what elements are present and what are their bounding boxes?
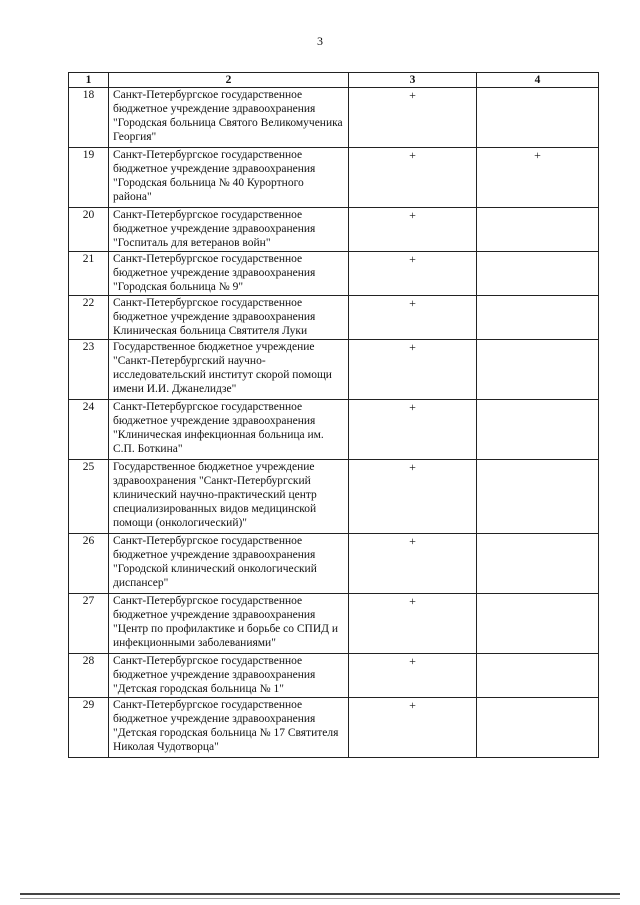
- column-3-mark: +: [349, 148, 477, 208]
- column-header-2: 2: [109, 73, 349, 88]
- column-3-mark: +: [349, 88, 477, 148]
- row-number: 26: [69, 534, 109, 594]
- facility-name: Санкт-Петербургское государственное бюджетное учреждение здравоохранения "Городская больница № 40 Курортного района": [109, 148, 349, 208]
- row-number: 27: [69, 594, 109, 654]
- facility-name: Санкт-Петербургское государственное бюджетное учреждение здравоохранения "Детская городская больница № 17 Святителя Николая Чудотворца": [109, 698, 349, 758]
- row-number: 22: [69, 296, 109, 340]
- row-number: 24: [69, 400, 109, 460]
- column-3-mark: +: [349, 208, 477, 252]
- column-4-mark: [477, 340, 599, 400]
- table-row: [69, 296, 599, 340]
- column-4-mark: [477, 594, 599, 654]
- column-header-3: 3: [349, 73, 477, 88]
- table-row: [69, 534, 599, 594]
- table-row: [69, 698, 599, 758]
- table-row: [69, 148, 599, 208]
- row-number: 29: [69, 698, 109, 758]
- table-row: [69, 208, 599, 252]
- column-4-mark: [477, 654, 599, 698]
- facility-name: Санкт-Петербургское государственное бюджетное учреждение здравоохранения "Госпиталь для ветеранов войн": [109, 208, 349, 252]
- column-4-mark: [477, 698, 599, 758]
- column-4-mark: [477, 400, 599, 460]
- column-header-4: 4: [477, 73, 599, 88]
- column-4-mark: [477, 460, 599, 534]
- facility-name: Санкт-Петербургское государственное бюджетное учреждение здравоохранения Клиническая больница Святителя Луки: [109, 296, 349, 340]
- column-3-mark: +: [349, 594, 477, 654]
- column-4-mark: [477, 534, 599, 594]
- row-number: 19: [69, 148, 109, 208]
- column-3-mark: +: [349, 460, 477, 534]
- column-3-mark: +: [349, 296, 477, 340]
- column-3-mark: +: [349, 340, 477, 400]
- facilities-table: [68, 72, 599, 758]
- facility-name: Санкт-Петербургское государственное бюджетное учреждение здравоохранения "Центр по профилактике и борьбе со СПИД и инфекционными заболеваниями": [109, 594, 349, 654]
- table-row: [69, 340, 599, 400]
- row-number: 28: [69, 654, 109, 698]
- footer-rule-thin: [20, 898, 620, 899]
- row-number: 21: [69, 252, 109, 296]
- row-number: 20: [69, 208, 109, 252]
- facility-name: Санкт-Петербургское государственное бюджетное учреждение здравоохранения "Городская больница Святого Великомученика Георгия": [109, 88, 349, 148]
- row-number: 18: [69, 88, 109, 148]
- table-row: [69, 400, 599, 460]
- table-row: [69, 594, 599, 654]
- row-number: 23: [69, 340, 109, 400]
- facility-name: Государственное бюджетное учреждение здравоохранения "Санкт-Петербургский клинический научно-практический центр специализированных видов медицинской помощи (онкологический)": [109, 460, 349, 534]
- table-row: [69, 88, 599, 148]
- facility-name: Государственное бюджетное учреждение "Санкт-Петербургский научно-исследовательский институт скорой помощи имени И.И. Джанелидзе": [109, 340, 349, 400]
- column-3-mark: +: [349, 534, 477, 594]
- facility-name: Санкт-Петербургское государственное бюджетное учреждение здравоохранения "Детская городская больница № 1": [109, 654, 349, 698]
- row-number: 25: [69, 460, 109, 534]
- column-3-mark: +: [349, 654, 477, 698]
- table-row: [69, 460, 599, 534]
- column-header-1: 1: [69, 73, 109, 88]
- column-4-mark: [477, 88, 599, 148]
- footer-rule: [20, 893, 620, 895]
- table-row: [69, 252, 599, 296]
- column-4-mark: [477, 296, 599, 340]
- column-3-mark: +: [349, 698, 477, 758]
- facility-name: Санкт-Петербургское государственное бюджетное учреждение здравоохранения "Городской клинический онкологический диспансер": [109, 534, 349, 594]
- table-header-row: [69, 73, 599, 88]
- column-3-mark: +: [349, 252, 477, 296]
- column-4-mark: +: [477, 148, 599, 208]
- table-row: [69, 654, 599, 698]
- facility-name: Санкт-Петербургское государственное бюджетное учреждение здравоохранения "Клиническая инфекционная больница им. С.П. Боткина": [109, 400, 349, 460]
- column-4-mark: [477, 252, 599, 296]
- facility-name: Санкт-Петербургское государственное бюджетное учреждение здравоохранения "Городская больница № 9": [109, 252, 349, 296]
- column-3-mark: +: [349, 400, 477, 460]
- column-4-mark: [477, 208, 599, 252]
- page-number: 3: [317, 34, 323, 48]
